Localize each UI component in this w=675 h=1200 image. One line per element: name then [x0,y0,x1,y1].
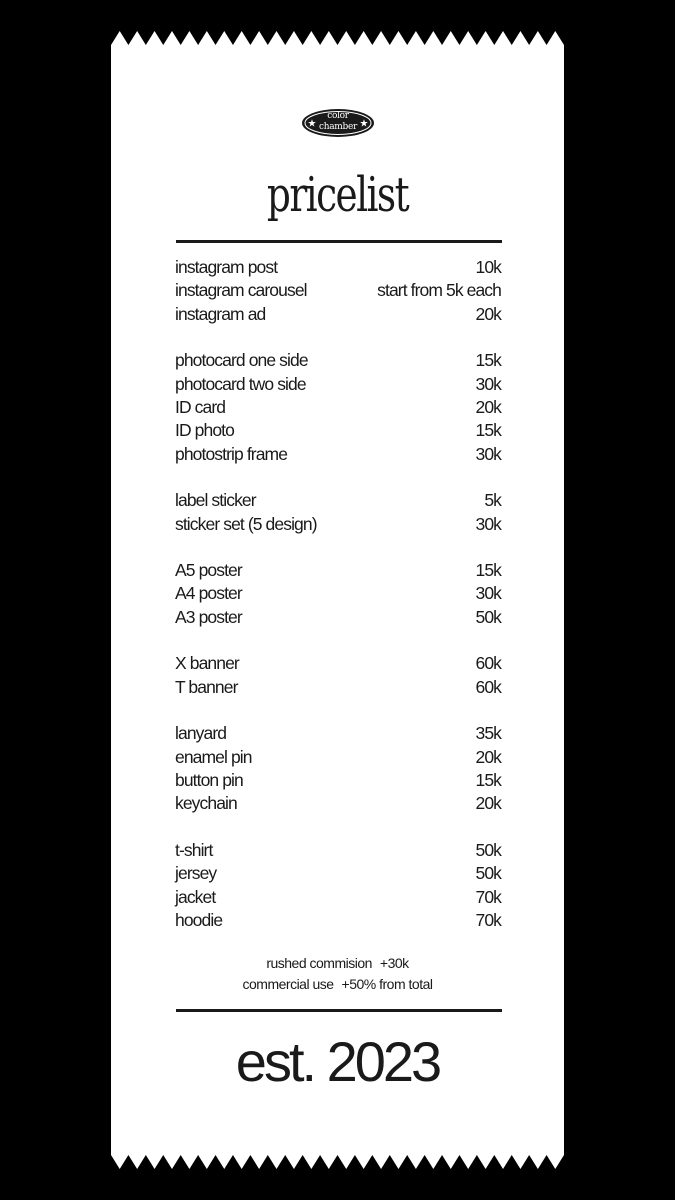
price-group [175,349,501,466]
svg-text:★: ★ [307,118,317,130]
item-name: photocard one side [175,350,308,371]
price-row [175,303,501,326]
item-price: 30k [475,373,501,394]
note-commercial-value: +50% from total [341,976,433,992]
price-row [175,513,501,536]
item-price: 30k [475,583,501,604]
price-row [175,746,501,769]
item-price: 5k [484,490,501,511]
item-price: 60k [475,676,501,697]
price-group [175,489,501,536]
divider-top [176,240,502,243]
item-price: 10k [475,257,501,277]
price-row [175,606,501,629]
item-name: photostrip frame [175,443,288,464]
price-row [175,792,501,815]
item-name: lanyard [175,723,227,744]
item-name: A4 poster [175,583,242,604]
item-price: 50k [475,839,501,860]
note-commercial-label: commercial use [242,976,334,992]
logo-line-1: color [327,111,349,121]
price-row [175,676,501,699]
price-row [175,419,501,442]
item-price: 50k [475,863,501,884]
price-group [175,722,501,816]
item-name: ID photo [175,420,234,441]
price-group [175,839,501,933]
item-price: start from 5k each [377,280,501,301]
item-name: button pin [175,769,243,790]
item-name: ID card [175,397,226,418]
item-price: 60k [475,653,501,674]
item-price: 20k [475,397,501,418]
price-row [175,769,501,792]
item-name: jersey [175,863,217,884]
item-name: instagram carousel [175,280,307,301]
item-name: keychain [175,793,237,814]
price-row [175,279,501,302]
item-name: instagram post [175,257,278,277]
note-rushed [111,953,564,974]
item-name: A3 poster [175,606,242,627]
svg-text:★: ★ [359,118,369,130]
note-rushed-value: +30k [379,955,409,971]
price-row [175,839,501,862]
item-name: T banner [175,676,238,697]
surcharge-notes [111,953,564,995]
receipt [111,45,564,1155]
price-row [175,349,501,372]
item-name: X banner [175,653,239,674]
item-name: jacket [175,886,216,907]
item-name: enamel pin [175,746,252,767]
item-name: photocard two side [175,373,306,394]
logo [300,107,376,139]
item-price: 30k [475,513,501,534]
price-row [175,559,501,582]
item-name: hoodie [175,909,223,930]
logo-line-2: chamber [318,122,358,132]
item-name: instagram ad [175,303,266,324]
item-price: 35k [475,723,501,744]
item-price: 15k [475,560,501,581]
item-name: t-shirt [175,839,213,860]
price-row [175,582,501,605]
price-group [175,256,501,326]
receipt-bottom-edge [111,1149,564,1169]
receipt-top-edge [111,31,564,51]
price-row [175,909,501,932]
price-list [175,256,501,955]
price-row [175,886,501,909]
item-price: 20k [475,793,501,814]
item-price: 15k [475,350,501,371]
item-price: 50k [475,606,501,627]
price-row [175,396,501,419]
logo-wordmark [300,111,376,133]
page-title: pricelist [266,167,409,223]
item-name: A5 poster [175,560,242,581]
price-group [175,559,501,629]
divider-bottom [176,1009,502,1012]
price-row [175,256,501,279]
price-row [175,489,501,512]
item-name: label sticker [175,490,256,511]
price-row [175,862,501,885]
item-price: 15k [475,769,501,790]
note-commercial [111,974,564,995]
price-row [175,373,501,396]
price-row [175,652,501,675]
item-price: 20k [475,746,501,767]
item-price: 30k [475,443,501,464]
price-row [175,722,501,745]
price-row [175,443,501,466]
established-year: est. 2023 [235,1030,440,1093]
item-price: 70k [475,886,501,907]
item-name: sticker set (5 design) [175,513,317,534]
item-price: 15k [475,420,501,441]
item-price: 70k [475,909,501,930]
price-group [175,652,501,699]
note-rushed-label: rushed commision [266,955,372,971]
item-price: 20k [475,303,501,324]
